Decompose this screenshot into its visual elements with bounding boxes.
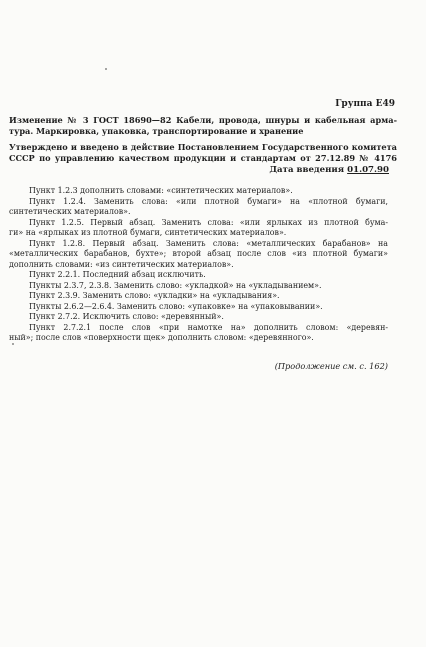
body-line: Пункт 1.2.4. Заменить слова: «или плотной бумаги» на «плотной бумаги,	[29, 197, 388, 206]
body-line: Пункт 1.2.8. Первый абзац. Заменить слова: «металлических барабанов» на	[29, 239, 388, 248]
amendment-title-line-2: тура. Маркировка, упаковка, транспортирование и хранение	[9, 126, 304, 136]
effective-date-value: 01.07.90	[347, 165, 389, 175]
amendment-title-line-1: Изменение № 3 ГОСТ 18690—82 Кабели, провода, шнуры и кабельная арма-	[9, 115, 397, 125]
effective-date	[269, 165, 389, 176]
body-line: Пункт 2.7.2. Исключить слово: «деревянный».	[29, 312, 224, 321]
body-line: Пункты 2.6.2—2.6.4. Заменить слово: «упаковке» на «упаковывании».	[29, 302, 323, 311]
body-line: Пункт 2.3.9. Заменить слово: «укладки» на «укладывания».	[29, 291, 280, 300]
body-line: Пункт 2.7.2.1 после слов «при намотке на» дополнить словом: «деревян-	[29, 323, 388, 332]
approval-line-2: СССР по управлению качеством продукции и стандартам от 27.12.89 № 4176	[9, 153, 397, 163]
body-line: Пункт 2.2.1. Последний абзац исключить.	[29, 270, 206, 279]
body-line: ный»; после слов «поверхности щек» дополнить словом: «деревянного».	[9, 333, 314, 342]
body-line: Пункты 2.3.7, 2.3.8. Заменить слово: «укладкой» на «укладыванием».	[29, 281, 322, 290]
approval-line-1: Утверждено и введено в действие Постановлением Государственного комитета	[9, 142, 397, 152]
scan-speck	[105, 68, 107, 70]
body-line: Пункт 1.2.3 дополнить словами: «синтетических материалов».	[29, 186, 293, 195]
group-label: Группа Е49	[335, 99, 395, 109]
body-line: дополнить словами: «из синтетических материалов».	[9, 260, 234, 269]
body-line: «металлических барабанов, бухте»; второй абзац после слов «из плотной бумаги»	[9, 249, 388, 258]
continuation-note: (Продолжение см. с. 162)	[274, 361, 388, 371]
scan-speck	[12, 343, 14, 345]
body-line: синтетических материалов».	[9, 207, 131, 216]
body-line: Пункт 1.2.5. Первый абзац. Заменить слова: «или ярлыках из плотной бума-	[29, 218, 388, 227]
effective-date-label: Дата введения	[269, 165, 345, 175]
body-line: ги» на «ярлыках из плотной бумаги, синтетических материалов».	[9, 228, 287, 237]
